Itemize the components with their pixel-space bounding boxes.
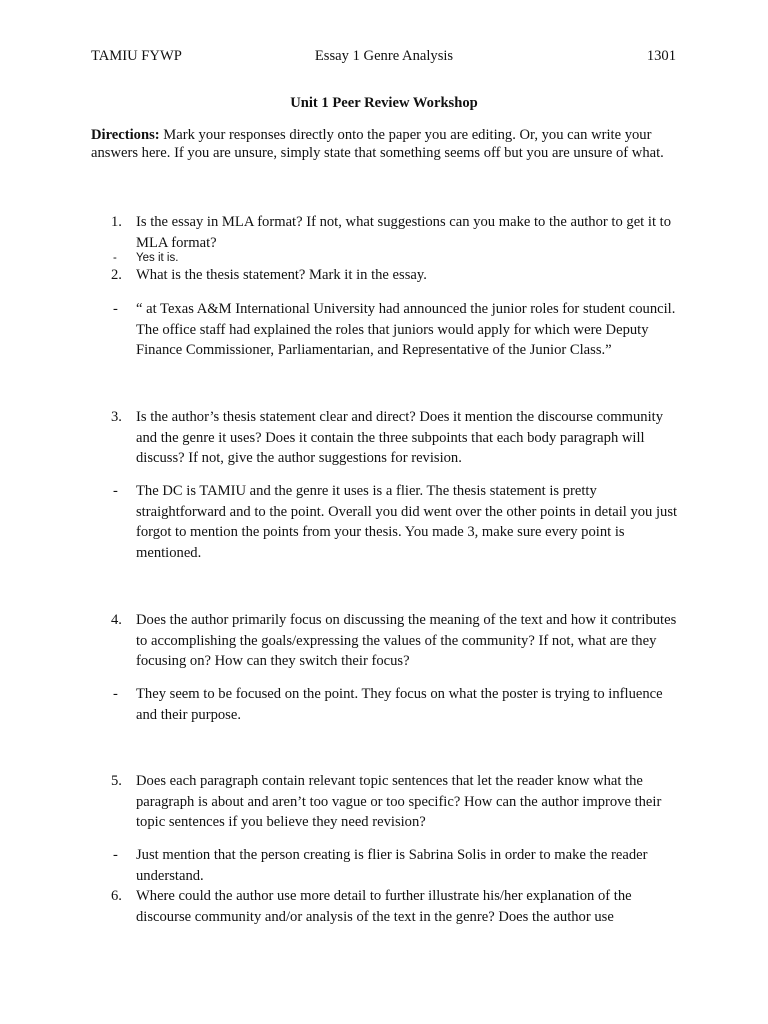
directions-paragraph <box>91 126 681 163</box>
answer-text: The DC is TAMIU and the genre it uses is a flier. The thesis statement is pretty straightforward and to the point. Overall you did went over the other points in detail you just forgot to mention the points from your thesis. You made 3, make sure every point is mentioned. <box>136 483 678 561</box>
answer-text: “ at Texas A&M International University had announced the junior roles for student council. The office staff had explained the roles that juniors would apply for which were Deputy Finance Commissioner, Parliamentarian, and Representative of the Junior Class.” <box>136 301 676 359</box>
question-4 <box>91 610 681 672</box>
answer-text: They seem to be focused on the point. They focus on what the poster is trying to influence and their purpose. <box>136 686 663 723</box>
question-number: 3. <box>111 409 122 425</box>
answer-3 <box>91 481 681 563</box>
question-2 <box>91 265 681 286</box>
answer-dash: - <box>113 252 117 264</box>
answer-1 <box>91 250 681 266</box>
question-1 <box>91 212 681 253</box>
question-number: 6. <box>111 888 122 904</box>
answer-dash: - <box>113 847 118 863</box>
directions-label: Directions: <box>91 127 160 143</box>
question-6 <box>91 886 681 927</box>
answer-dash: - <box>113 483 118 499</box>
answer-text: Just mention that the person creating is flier is Sabrina Solis in order to make the reader understand. <box>136 847 648 884</box>
directions-text: Mark your responses directly onto the paper you are editing. Or, you can write your answers here. If you are unsure, simply state that something seems off but you are unsure of what. <box>91 127 664 162</box>
answer-2 <box>91 299 681 361</box>
answer-text: Yes it is. <box>136 252 179 264</box>
question-number: 2. <box>111 267 122 283</box>
question-text: Does the author primarily focus on discussing the meaning of the text and how it contributes to accomplishing the goals/expressing the values of the community? If not, what are they focusing on? How can they switch their focus? <box>136 612 677 670</box>
header-right: 1301 <box>646 48 676 64</box>
answer-dash: - <box>113 301 118 317</box>
question-text: Is the essay in MLA format? If not, what suggestions can you make to the author to get it to MLA format? <box>136 214 671 251</box>
question-3 <box>91 407 681 469</box>
question-text: Where could the author use more detail to further illustrate his/her explanation of the discourse community and/or analysis of the text in the genre? Does the author use <box>136 888 632 925</box>
answer-4 <box>91 684 681 725</box>
page-title: Unit 1 Peer Review Workshop <box>290 95 478 111</box>
header-left: TAMIU FYWP <box>91 48 182 64</box>
question-number: 4. <box>111 612 122 628</box>
question-text: Does each paragraph contain relevant topic sentences that let the reader know what the paragraph is about and aren’t too vague or too specific? How can the author improve their topic sentences if you believe they need revision? <box>136 773 662 831</box>
answer-dash: - <box>113 686 118 702</box>
question-text: Is the author’s thesis statement clear and direct? Does it mention the discourse community and the genre it uses? Does it contain the three subpoints that each body paragraph will discuss? If not, give the author suggestions for revision. <box>136 409 663 467</box>
question-5 <box>91 771 681 833</box>
header-center: Essay 1 Genre Analysis <box>314 48 454 64</box>
question-number: 1. <box>111 214 122 230</box>
answer-5 <box>91 845 681 886</box>
question-number: 5. <box>111 773 122 789</box>
question-text: What is the thesis statement? Mark it in the essay. <box>136 267 427 283</box>
